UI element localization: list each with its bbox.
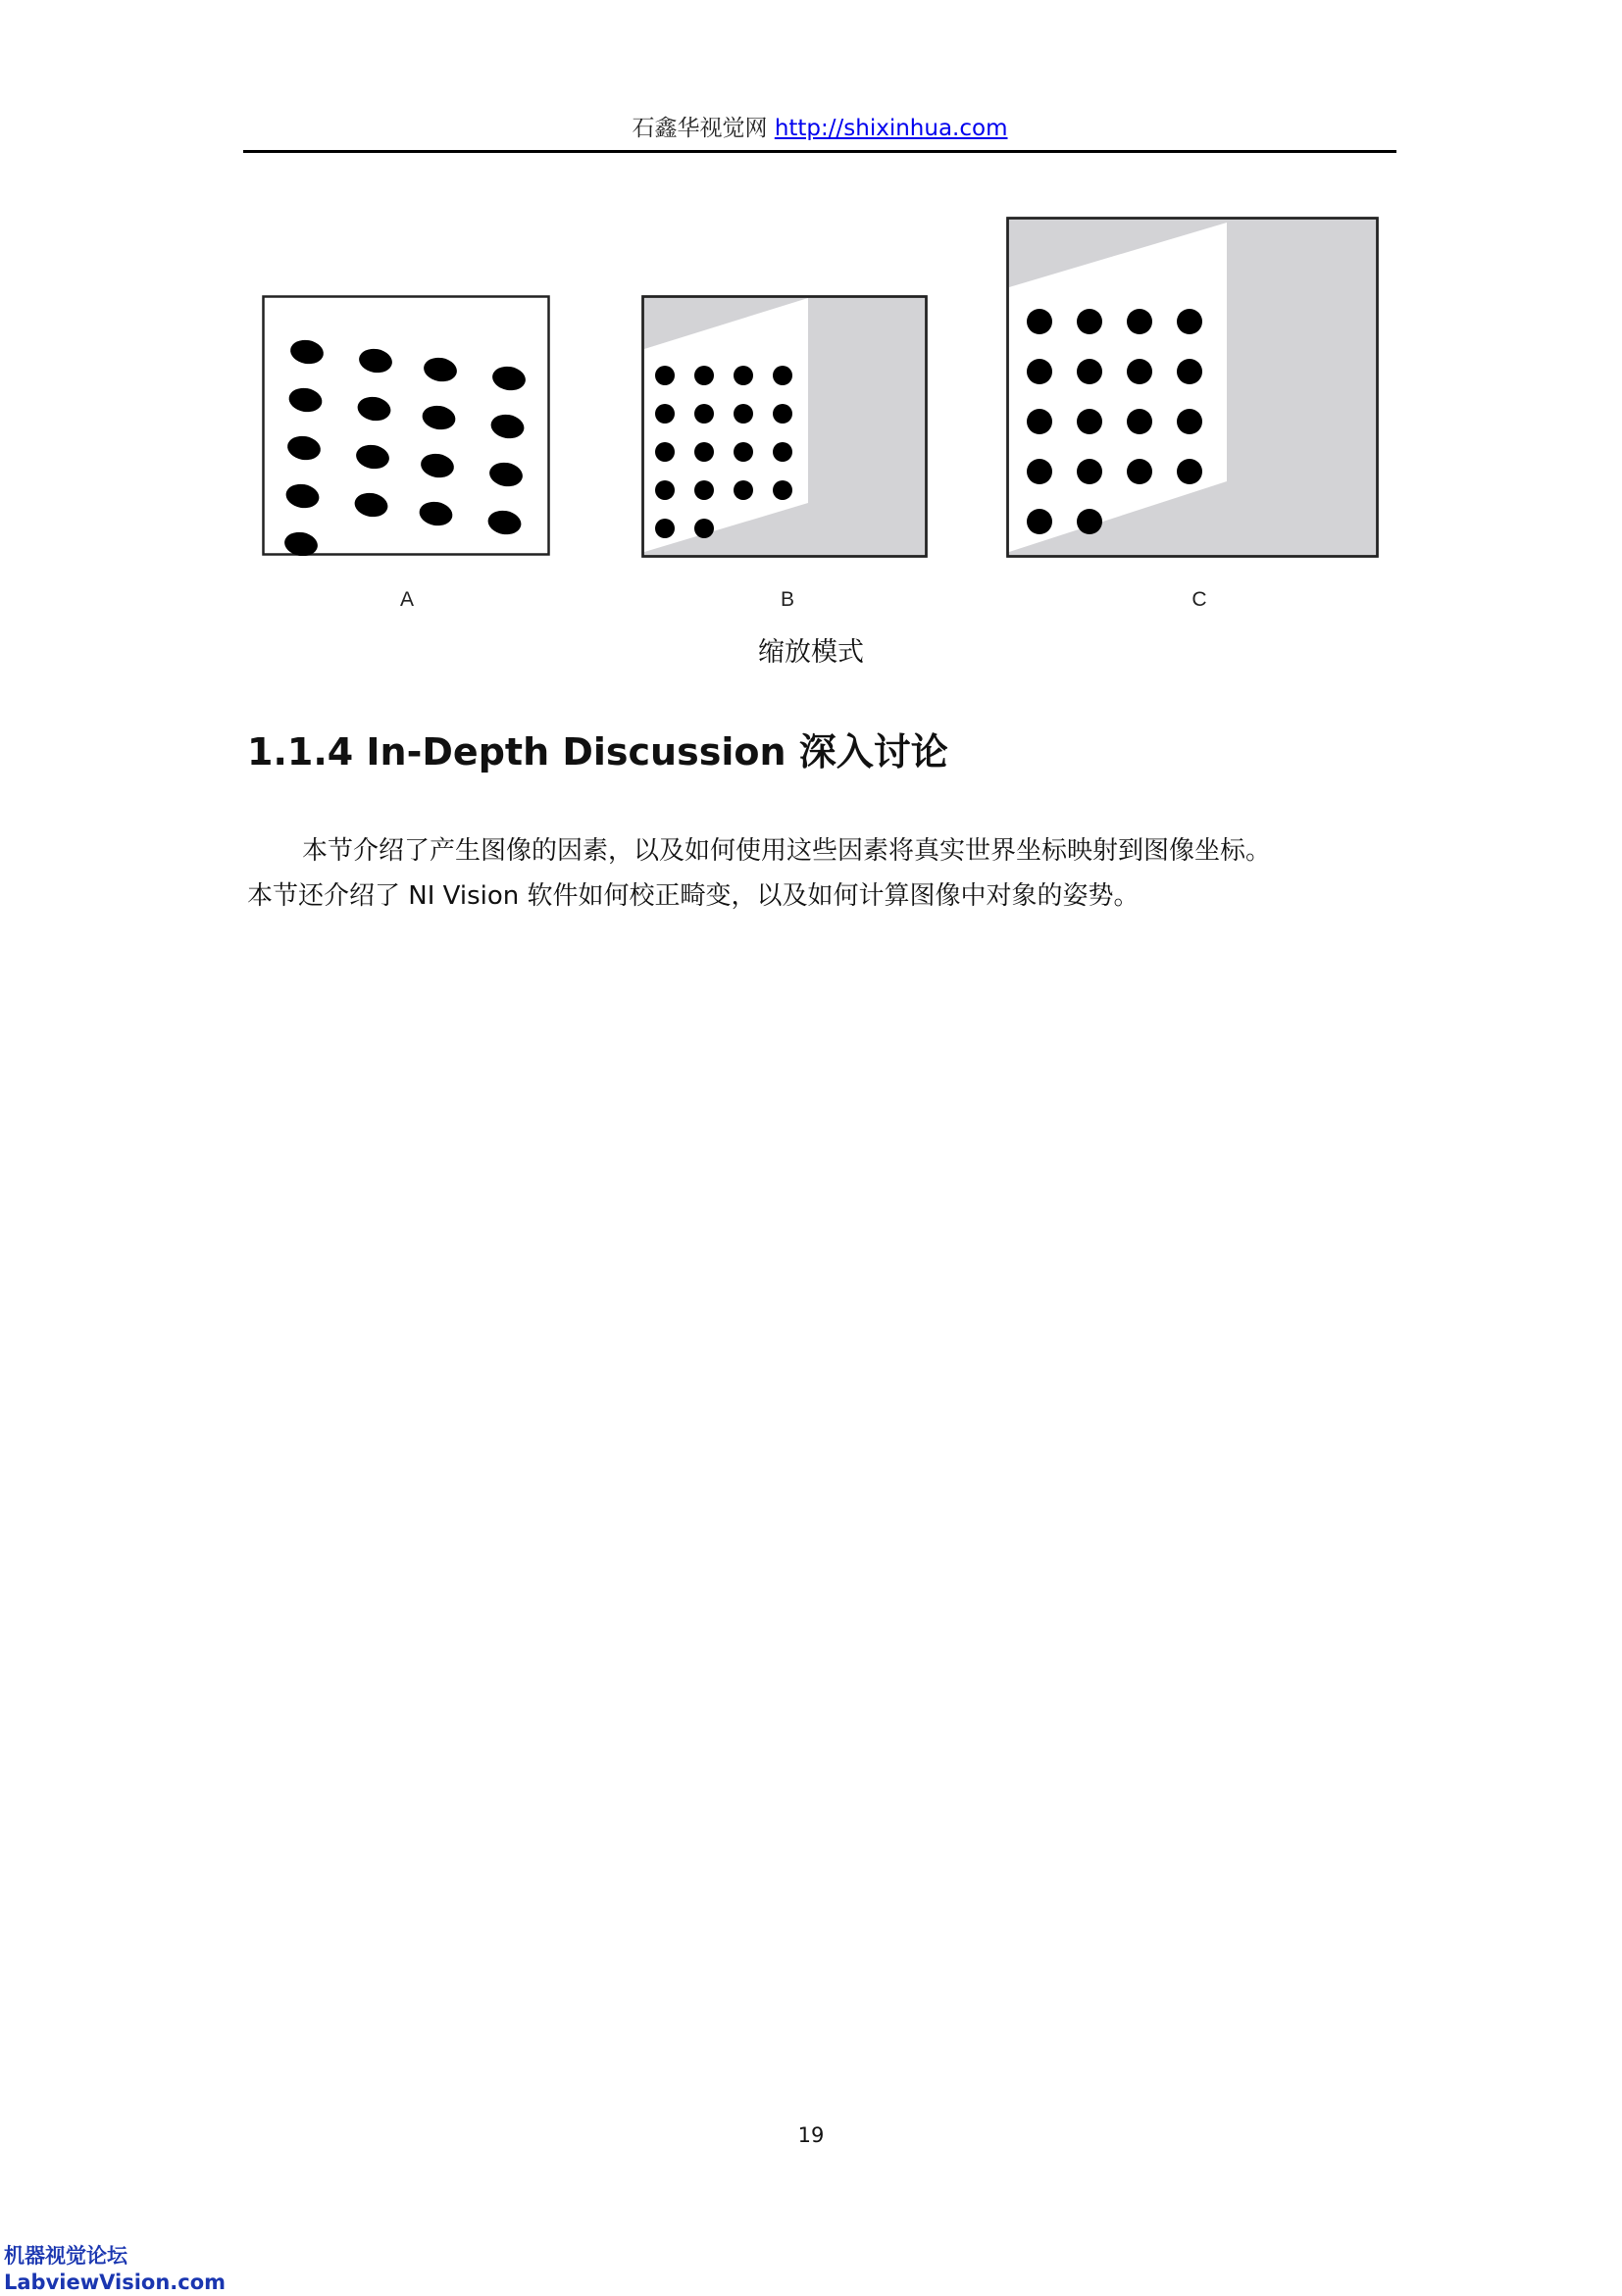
header-site-link[interactable]: http://shixinhua.com xyxy=(774,116,1008,141)
dot xyxy=(694,366,714,385)
panel-a-image xyxy=(262,295,550,556)
header-site-name: 石鑫华视觉网 xyxy=(632,116,768,141)
dot xyxy=(694,480,714,500)
dot xyxy=(773,442,792,462)
dot xyxy=(694,404,714,424)
dot xyxy=(1127,359,1152,384)
dot xyxy=(1077,459,1102,484)
figure-caption: 缩放模式 xyxy=(758,637,864,668)
dot xyxy=(1027,509,1052,534)
dot xyxy=(773,404,792,424)
dot xyxy=(1027,409,1052,434)
dot xyxy=(1177,309,1202,334)
dot xyxy=(1177,359,1202,384)
panel-b-label: B xyxy=(780,588,794,611)
dot xyxy=(694,519,714,538)
dot xyxy=(655,519,675,538)
section-heading: 1.1.4 In-Depth Discussion 深入讨论 xyxy=(247,730,948,774)
body-line-1: 本节介绍了产生图像的因素，以及如何使用这些因素将真实世界坐标映射到图像坐标。 xyxy=(302,836,1272,866)
dot xyxy=(655,480,675,500)
dot xyxy=(655,442,675,462)
forum-watermark xyxy=(4,2243,226,2296)
panel-c-label: C xyxy=(1191,588,1207,611)
dot xyxy=(1077,409,1102,434)
dot xyxy=(734,442,753,462)
dot xyxy=(734,480,753,500)
dot xyxy=(734,366,753,385)
dot xyxy=(773,480,792,500)
body-line-2: 本节还介绍了 NI Vision 软件如何校正畸变，以及如何计算图像中对象的姿势。 xyxy=(247,881,1140,911)
figure-panel-a xyxy=(262,295,550,556)
dot xyxy=(694,442,714,462)
dot xyxy=(773,366,792,385)
watermark-line-1: 机器视觉论坛 xyxy=(4,2244,127,2268)
dot xyxy=(655,366,675,385)
dot xyxy=(1077,359,1102,384)
dot xyxy=(1127,459,1152,484)
page-number: 19 xyxy=(797,2123,825,2147)
header-divider xyxy=(243,150,1396,153)
dot xyxy=(1027,359,1052,384)
dot xyxy=(1127,309,1152,334)
page-header xyxy=(243,114,1396,143)
dot xyxy=(655,404,675,424)
dot xyxy=(1027,309,1052,334)
dot xyxy=(1077,309,1102,334)
dot xyxy=(1077,509,1102,534)
dot xyxy=(734,404,753,424)
body-paragraph xyxy=(247,828,1396,919)
dot xyxy=(1177,459,1202,484)
figure-panel-b xyxy=(641,295,928,558)
figure-panel-c xyxy=(1006,217,1379,558)
dot xyxy=(1027,459,1052,484)
panel-a-label: A xyxy=(399,588,414,611)
dot xyxy=(1177,409,1202,434)
watermark-line-2: LabviewVision.com xyxy=(4,2271,227,2294)
panel-c-image xyxy=(1006,217,1379,558)
panel-b-image xyxy=(641,295,928,558)
dot xyxy=(1127,409,1152,434)
